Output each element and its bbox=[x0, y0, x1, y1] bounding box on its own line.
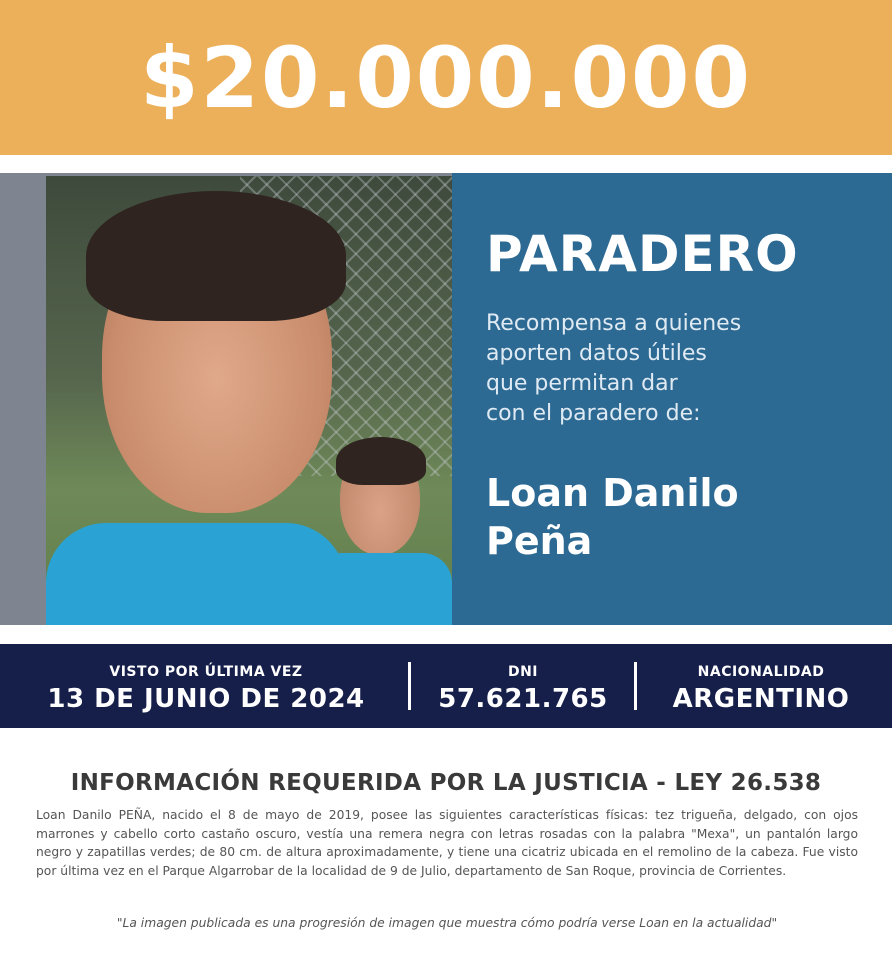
panel-title: PARADERO bbox=[486, 225, 799, 283]
stat-label: NACIONALIDAD bbox=[697, 664, 825, 680]
divider-strip bbox=[0, 155, 892, 173]
nationality-stat bbox=[646, 644, 876, 728]
description-line: que permitan dar bbox=[486, 371, 678, 396]
missing-person-name bbox=[486, 469, 876, 565]
name-line: Loan Danilo bbox=[486, 471, 739, 515]
name-line: Peña bbox=[486, 519, 593, 563]
dni-stat bbox=[418, 644, 628, 728]
stat-value: 13 DE JUNIO DE 2024 bbox=[47, 684, 365, 714]
reward-banner bbox=[0, 0, 892, 155]
stat-divider bbox=[408, 662, 411, 710]
panel-description bbox=[486, 309, 866, 429]
legal-section bbox=[0, 748, 892, 958]
description-line: aporten datos útiles bbox=[486, 341, 707, 366]
portrait-hair bbox=[86, 191, 346, 321]
stat-value: 57.621.765 bbox=[438, 684, 608, 714]
reward-amount: $20.000.000 bbox=[140, 28, 752, 127]
portrait-shirt bbox=[46, 523, 346, 625]
legal-title: INFORMACIÓN REQUERIDA POR LA JUSTICIA - LEY 26.538 bbox=[70, 770, 822, 796]
inset-shirt bbox=[312, 553, 452, 625]
stat-label: VISTO POR ÚLTIMA VEZ bbox=[109, 664, 303, 680]
details-bar bbox=[0, 644, 892, 728]
image-note: "La imagen publicada es una progresión de imagen que muestra cómo podría verse Loan en la actualidad" bbox=[116, 916, 778, 930]
inset-hair bbox=[336, 437, 426, 485]
legal-description: Loan Danilo PEÑA, nacido el 8 de mayo de 2019, posee las siguientes características físicas: tez trigueña, delgado, con ojos marrones y cabello corto castaño oscuro, vestía una remera negra con letras rosadas con la palabra "Mexa", un pantalón largo negro y zapatillas verdes; de 80 cm. de altura aproximadamente, y tiene una cicatriz ubicada en el remolino de la cabeza. Fue visto por última vez en el Parque Algarrobar de la localidad de 9 de Julio, departamento de San Roque, provincia de Corrientes. bbox=[36, 808, 858, 878]
last-seen-stat bbox=[20, 644, 392, 728]
stat-value: ARGENTINO bbox=[672, 684, 850, 714]
original-photo-inset bbox=[312, 433, 452, 625]
description-line: con el paradero de: bbox=[486, 401, 701, 426]
age-progressed-portrait bbox=[46, 173, 346, 625]
stat-label: DNI bbox=[507, 664, 539, 680]
description-line: Recompensa a quienes bbox=[486, 311, 742, 336]
missing-child-photo bbox=[0, 173, 452, 625]
whereabouts-panel bbox=[452, 173, 892, 625]
stat-divider bbox=[634, 662, 637, 710]
